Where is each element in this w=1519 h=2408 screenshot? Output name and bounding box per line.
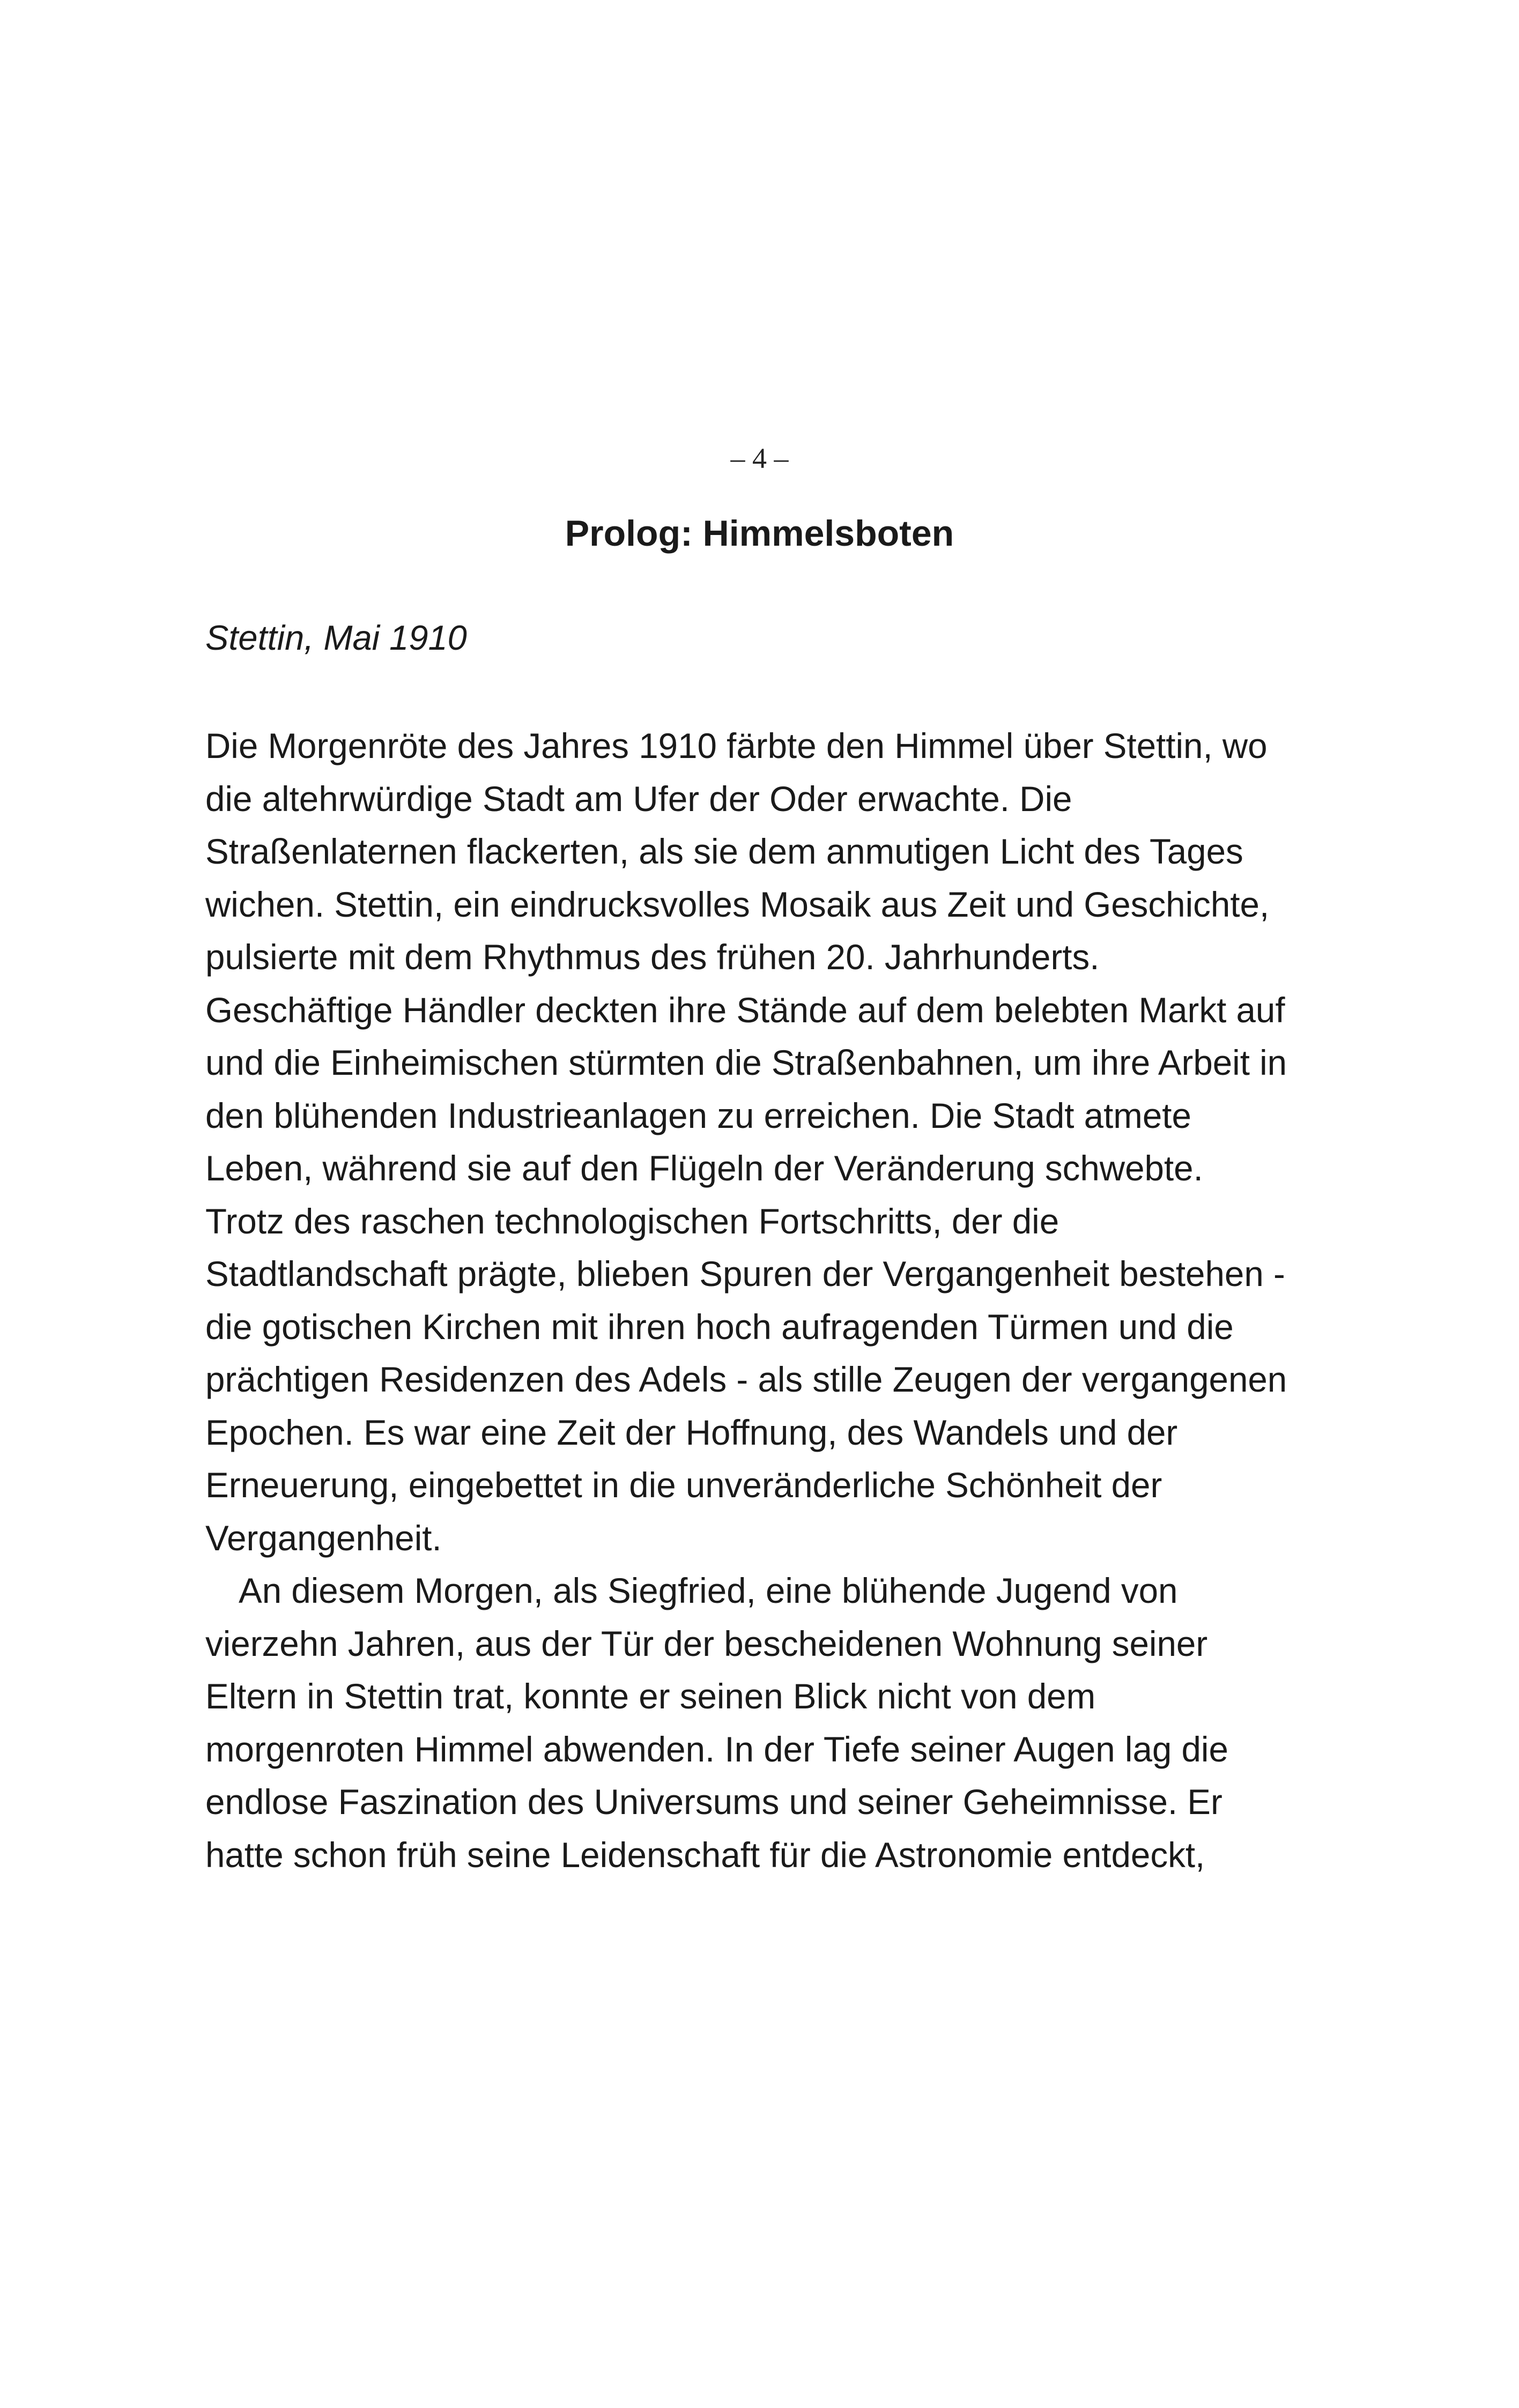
text-line: Straßenlaternen flackerten, als sie dem anmutigen Licht des Tages [205, 832, 1243, 871]
paragraph-1 [205, 720, 1315, 1565]
text-line: pulsierte mit dem Rhythmus des frühen 20. Jahrhunderts. [205, 938, 1100, 977]
text-line: Leben, während sie auf den Flügeln der Veränderung schwebte. [205, 1149, 1203, 1188]
text-line: Geschäftige Händler deckten ihre Stände auf dem belebten Markt auf [205, 990, 1285, 1030]
text-line: Epochen. Es war eine Zeit der Hoffnung, des Wandels und der [205, 1413, 1178, 1452]
text-line: Stadtlandschaft prägte, blieben Spuren der Vergangenheit bestehen - [205, 1254, 1285, 1294]
text-line: Erneuerung, eingebettet in die unveränderliche Schönheit der [205, 1466, 1162, 1505]
text-line: Eltern in Stettin trat, konnte er seinen Blick nicht von dem [205, 1677, 1096, 1716]
text-line: morgenroten Himmel abwenden. In der Tiefe seiner Augen lag die [205, 1729, 1228, 1769]
text-line: An diesem Morgen, als Siegfried, eine blühende Jugend von [239, 1571, 1178, 1610]
place-date-heading: Stettin, Mai 1910 [205, 618, 467, 657]
text-line: hatte schon früh seine Leidenschaft für die Astronomie entdeckt, [205, 1835, 1205, 1875]
body-text [205, 720, 1315, 1882]
text-line: endlose Faszination des Universums und seiner Geheimnisse. Er [205, 1782, 1222, 1822]
paragraph-2 [205, 1565, 1315, 1882]
text-line: Vergangenheit. [205, 1518, 442, 1558]
text-line: die altehrwürdige Stadt am Ufer der Oder erwachte. Die [205, 779, 1072, 819]
text-line: und die Einheimischen stürmten die Straßenbahnen, um ihre Arbeit in [205, 1043, 1287, 1082]
text-line: den blühenden Industrieanlagen zu erreichen. Die Stadt atmete [205, 1096, 1191, 1135]
text-line: vierzehn Jahren, aus der Tür der bescheidenen Wohnung seiner [205, 1624, 1208, 1663]
text-line: die gotischen Kirchen mit ihren hoch aufragenden Türmen und die [205, 1307, 1234, 1347]
text-line: prächtigen Residenzen des Adels - als stille Zeugen der vergangenen [205, 1360, 1287, 1399]
page-number: – 4 – [730, 442, 789, 474]
text-line: Die Morgenröte des Jahres 1910 färbte den Himmel über Stettin, wo [205, 726, 1268, 765]
chapter-title: Prolog: Himmelsboten [565, 513, 954, 554]
text-line: wichen. Stettin, ein eindrucksvolles Mosaik aus Zeit und Geschichte, [205, 885, 1270, 924]
text-line: Trotz des raschen technologischen Fortschritts, der die [205, 1201, 1059, 1241]
